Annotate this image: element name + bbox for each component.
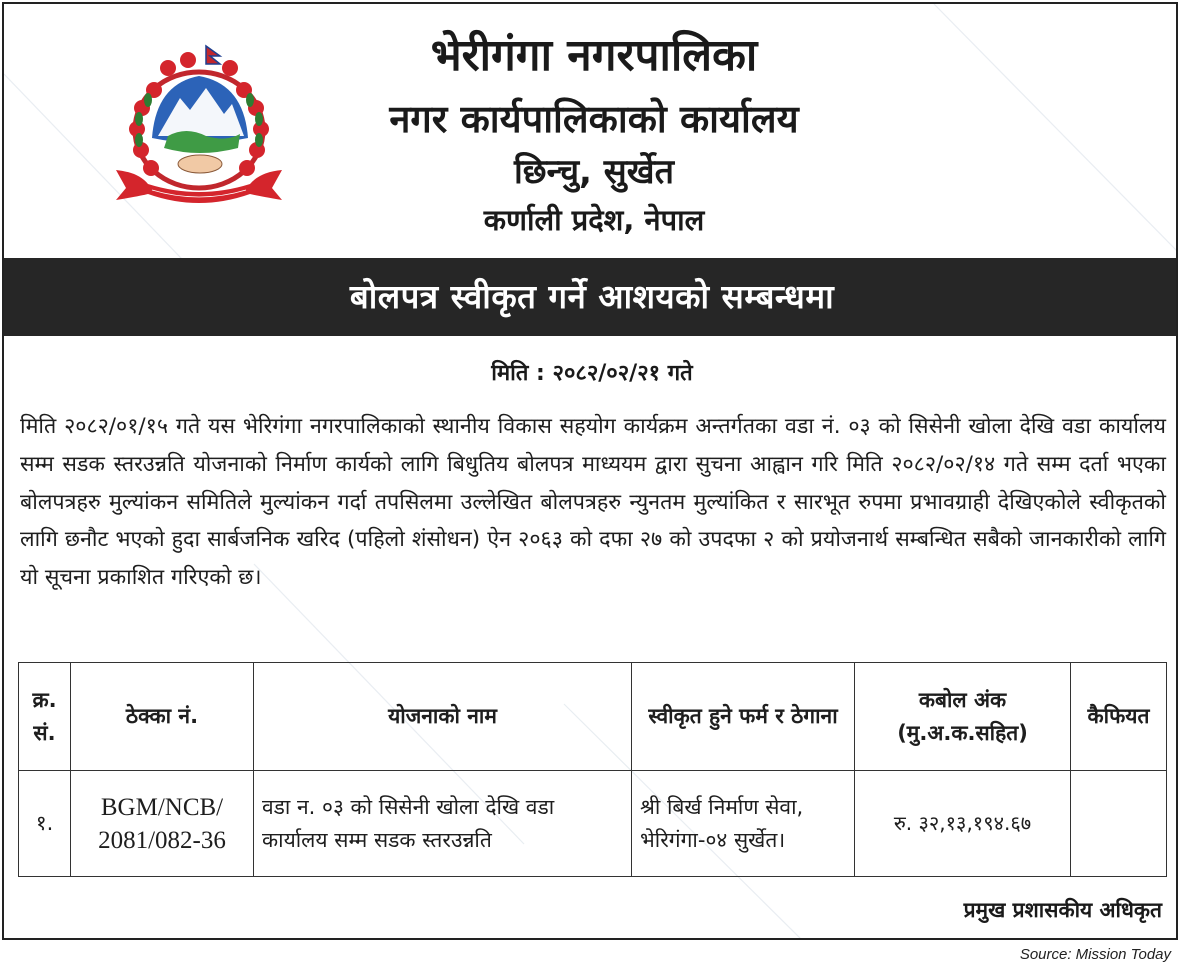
col-header-remarks: कैफियत	[1071, 663, 1167, 771]
notice-date: मिति : २०८२/०२/२१ गते	[491, 361, 693, 386]
col-header-firm: स्वीकृत हुने फर्म र ठेगाना	[632, 663, 855, 771]
nepal-government-emblem-icon	[108, 44, 290, 204]
bid-award-table	[18, 662, 1167, 877]
cell-sn: १.	[19, 771, 71, 877]
cell-project-name: वडा न. ०३ को सिसेनी खोला देखि वडा कार्यालय सम्म सडक स्तरउन्नति	[254, 771, 632, 877]
cell-remarks	[1071, 771, 1167, 877]
col-header-sn: क्र. सं.	[19, 663, 71, 771]
notice-document	[2, 2, 1178, 940]
notice-body-paragraph: मिति २०८२/०१/१५ गते यस भेरिगंगा नगरपालिकाको स्थानीय विकास सहयोग कार्यक्रम अन्तर्गतका वडा नं. ०३ को सिसेनी खोला देखि वडा कार्यालय सम्म सडक स्तरउन्नति योजनाको निर्माण कार्यको लागि बिधुतिय बोलपत्र माध्ययम द्वारा सुचना आह्वान गरि मिति २०८२/०२/१४ गते सम्म दर्ता भएका बोलपत्रहरु मुल्यांकन समितिले मुल्यांकन गर्दा तपसिलमा उल्लेखित बोलपत्रहरु न्युनतम मुल्यांकित र सारभूत रुपमा प्रभावग्राही देखिएकोले स्वीकृतको लागि छनौट भएको हुदा सार्बजनिक खरिद (पहिलो शंसोधन) ऐन २०६३ को दफा २७ को उपदफा २ को प्रयोजनार्थ सम्बन्धित सबैको जानकारीको लागि यो सूचना प्रकाशित गरिएको छ।	[20, 414, 1166, 591]
col-header-contract-no: ठेक्का नं.	[71, 663, 254, 771]
office-name: नगर कार्यपालिकाको कार्यालय	[389, 97, 799, 141]
source-credit: Source: Mission Today	[1019, 946, 1171, 963]
office-location: छिन्चु, सुर्खेत	[514, 152, 674, 192]
col-header-bid-amount: कबोल अंक (मु.अ.क.सहित)	[855, 663, 1071, 771]
signatory-title: प्रमुख प्रशासकीय अधिकृत	[963, 898, 1162, 922]
cell-firm: श्री बिर्ख निर्माण सेवा, भेरिगंगा-०४ सुर्खेत।	[632, 771, 855, 877]
province-country: कर्णाली प्रदेश, नेपाल	[483, 203, 705, 237]
cell-contract-no: BGM/NCB/ 2081/082-36	[71, 771, 254, 877]
col-header-project-name: योजनाको नाम	[254, 663, 632, 771]
municipality-name: भेरीगंगा नगरपालिका	[430, 30, 758, 81]
table-header-row	[19, 663, 1167, 771]
table-row	[19, 771, 1167, 877]
cell-bid-amount: रु. ३२,१३,१९४.६७	[855, 771, 1071, 877]
notice-subject-banner: बोलपत्र स्वीकृत गर्ने आशयको सम्बन्धमा	[4, 258, 1178, 336]
